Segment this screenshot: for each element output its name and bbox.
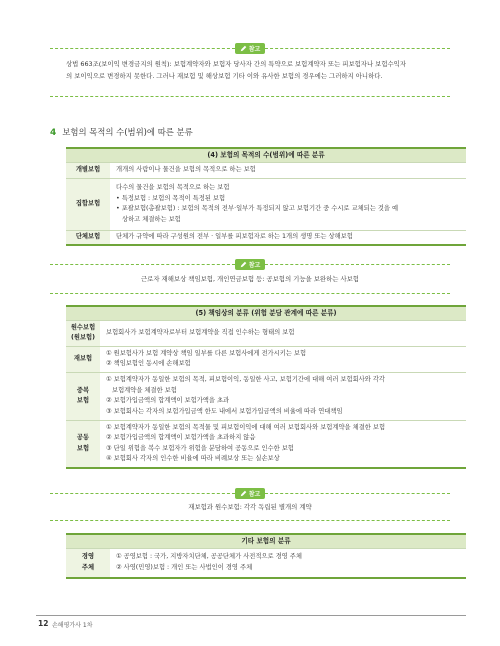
classification-table-scope — [66, 147, 466, 246]
table-row — [66, 178, 466, 230]
row-content: ① 보험계약자가 동일한 보험의 목적, 피보험이익, 동일한 사고, 보험기간에 대해 여러 보험회사와 각각 보험계약을 체결한 보험 ② 보험가입금액의 합계액이 보험가액을 초과 ③ 보험회사는 각자의 보험가입금액 한도 내에서 보험가입금액의 비율에 따라 연대책임 — [100, 372, 466, 420]
table-row — [66, 162, 466, 178]
row-label: 원수보험 (원보험) — [66, 320, 100, 346]
table-row — [66, 230, 466, 245]
note-divider — [265, 264, 450, 265]
section-number: 4 — [50, 128, 57, 138]
row-content: ① 보험계약자가 동일한 보험의 목적물 및 피보험이익에 대해 여러 보험회사와 보험계약을 체결한 보험 ② 보험가입금액의 합계액이 보험가액을 초과하지 않음 ③ 단일 위험을 복수 보험자가 위험을 분담하여 공동으로 인수한 보험 ④ 보험회사 각자의 인수한 비율에 따라 비례보상 또는 실손보상 — [100, 420, 466, 468]
table-row — [66, 420, 466, 468]
row-content: 개개의 사람이나 물건을 보험의 목적으로 하는 보험 — [110, 162, 466, 178]
row-label: 경영 주체 — [66, 548, 110, 578]
table-row — [66, 372, 466, 420]
classification-table-liability — [66, 305, 466, 469]
book-title: 손해평가사 1차 — [52, 622, 93, 629]
table-row — [66, 548, 466, 578]
row-label: 재보험 — [66, 346, 100, 372]
table-row — [66, 320, 466, 346]
note-badge — [235, 43, 265, 54]
note-divider — [50, 520, 450, 521]
section-heading — [50, 126, 193, 138]
section-title: 보험의 목적의 수(범위)에 따른 분류 — [62, 127, 193, 137]
row-label: 중복 보험 — [66, 372, 100, 420]
classification-table-other — [66, 533, 466, 579]
note-text: 재보험과 원수보험: 각각 독립된 별개의 계약 — [188, 503, 312, 511]
table-header: 기타 보험의 분류 — [66, 534, 466, 548]
table-header: (5) 책임상의 분류 (위험 분담 관계에 따른 분류) — [66, 306, 466, 320]
note-text: 상법 663조(보이익 변경금지의 원칙): 보험계약자와 보험자 당사자 간의 특약으로 보험계약자 또는 피보험자나 보험수익자 의 보이익으로 변경하지 못한다. 그러나 재보험 및 해상보험 기타 이와 유사한 보험의 경우에는 그러하지 아니하다. — [66, 60, 407, 80]
row-content: 다수의 물건을 보험의 목적으로 하는 보험 • 특정보험 : 보험의 목적이 특정된 보험 • 포괄보험(총괄보험) : 보험의 목적의 전부·일부가 특정되지 않고 보험기간 중 수시로 교체되는 것을 예 상하고 체결하는 보험 — [110, 178, 466, 230]
row-label: 집합보험 — [66, 178, 110, 230]
page-number: 12 — [38, 619, 49, 628]
row-content: ① 공영보험 : 국가, 지방자치단체, 공공단체가 사전적으로 경영 주체 ② 사영(민영)보험 : 개인 또는 사법인이 경영 주체 — [110, 548, 466, 578]
pencil-icon — [240, 261, 247, 268]
note-badge: 참고 — [235, 488, 265, 499]
table-header: (4) 보험의 목적의 수(범위)에 따른 분류 — [66, 148, 466, 162]
note-divider — [265, 493, 450, 494]
pencil-icon — [240, 490, 247, 497]
row-label: 개별보험 — [66, 162, 110, 178]
note-divider — [265, 48, 450, 49]
row-content: 단체가 규약에 따라 구성원의 전부 · 일부를 피보험자로 하는 1개의 생명 또는 상해보험 — [110, 230, 466, 245]
note-divider — [50, 293, 450, 294]
note-divider — [50, 493, 235, 494]
note-text: 근로자 재해보상 책임보험, 개인연금보험 등: 공보험의 기능을 보완하는 사보험 — [141, 275, 359, 283]
table-row — [66, 346, 466, 372]
footer-divider — [36, 615, 466, 616]
row-content: 보험회사가 보험계약자로부터 보험계약을 직접 인수하는 형태의 보험 — [100, 320, 466, 346]
note-divider — [50, 48, 235, 49]
note-divider — [50, 96, 450, 97]
note-divider — [50, 264, 235, 265]
row-label: 단체보험 — [66, 230, 110, 245]
row-label: 공동 보험 — [66, 420, 100, 468]
note-label: 참고 — [248, 46, 261, 53]
note-badge: 참고 — [235, 259, 265, 270]
pencil-icon — [240, 45, 247, 52]
row-content: ① 원보험사가 보험 계약상 책임 일부를 다른 보험사에게 전가시키는 보험 ② 책임보험인 동시에 손해보험 — [100, 346, 466, 372]
